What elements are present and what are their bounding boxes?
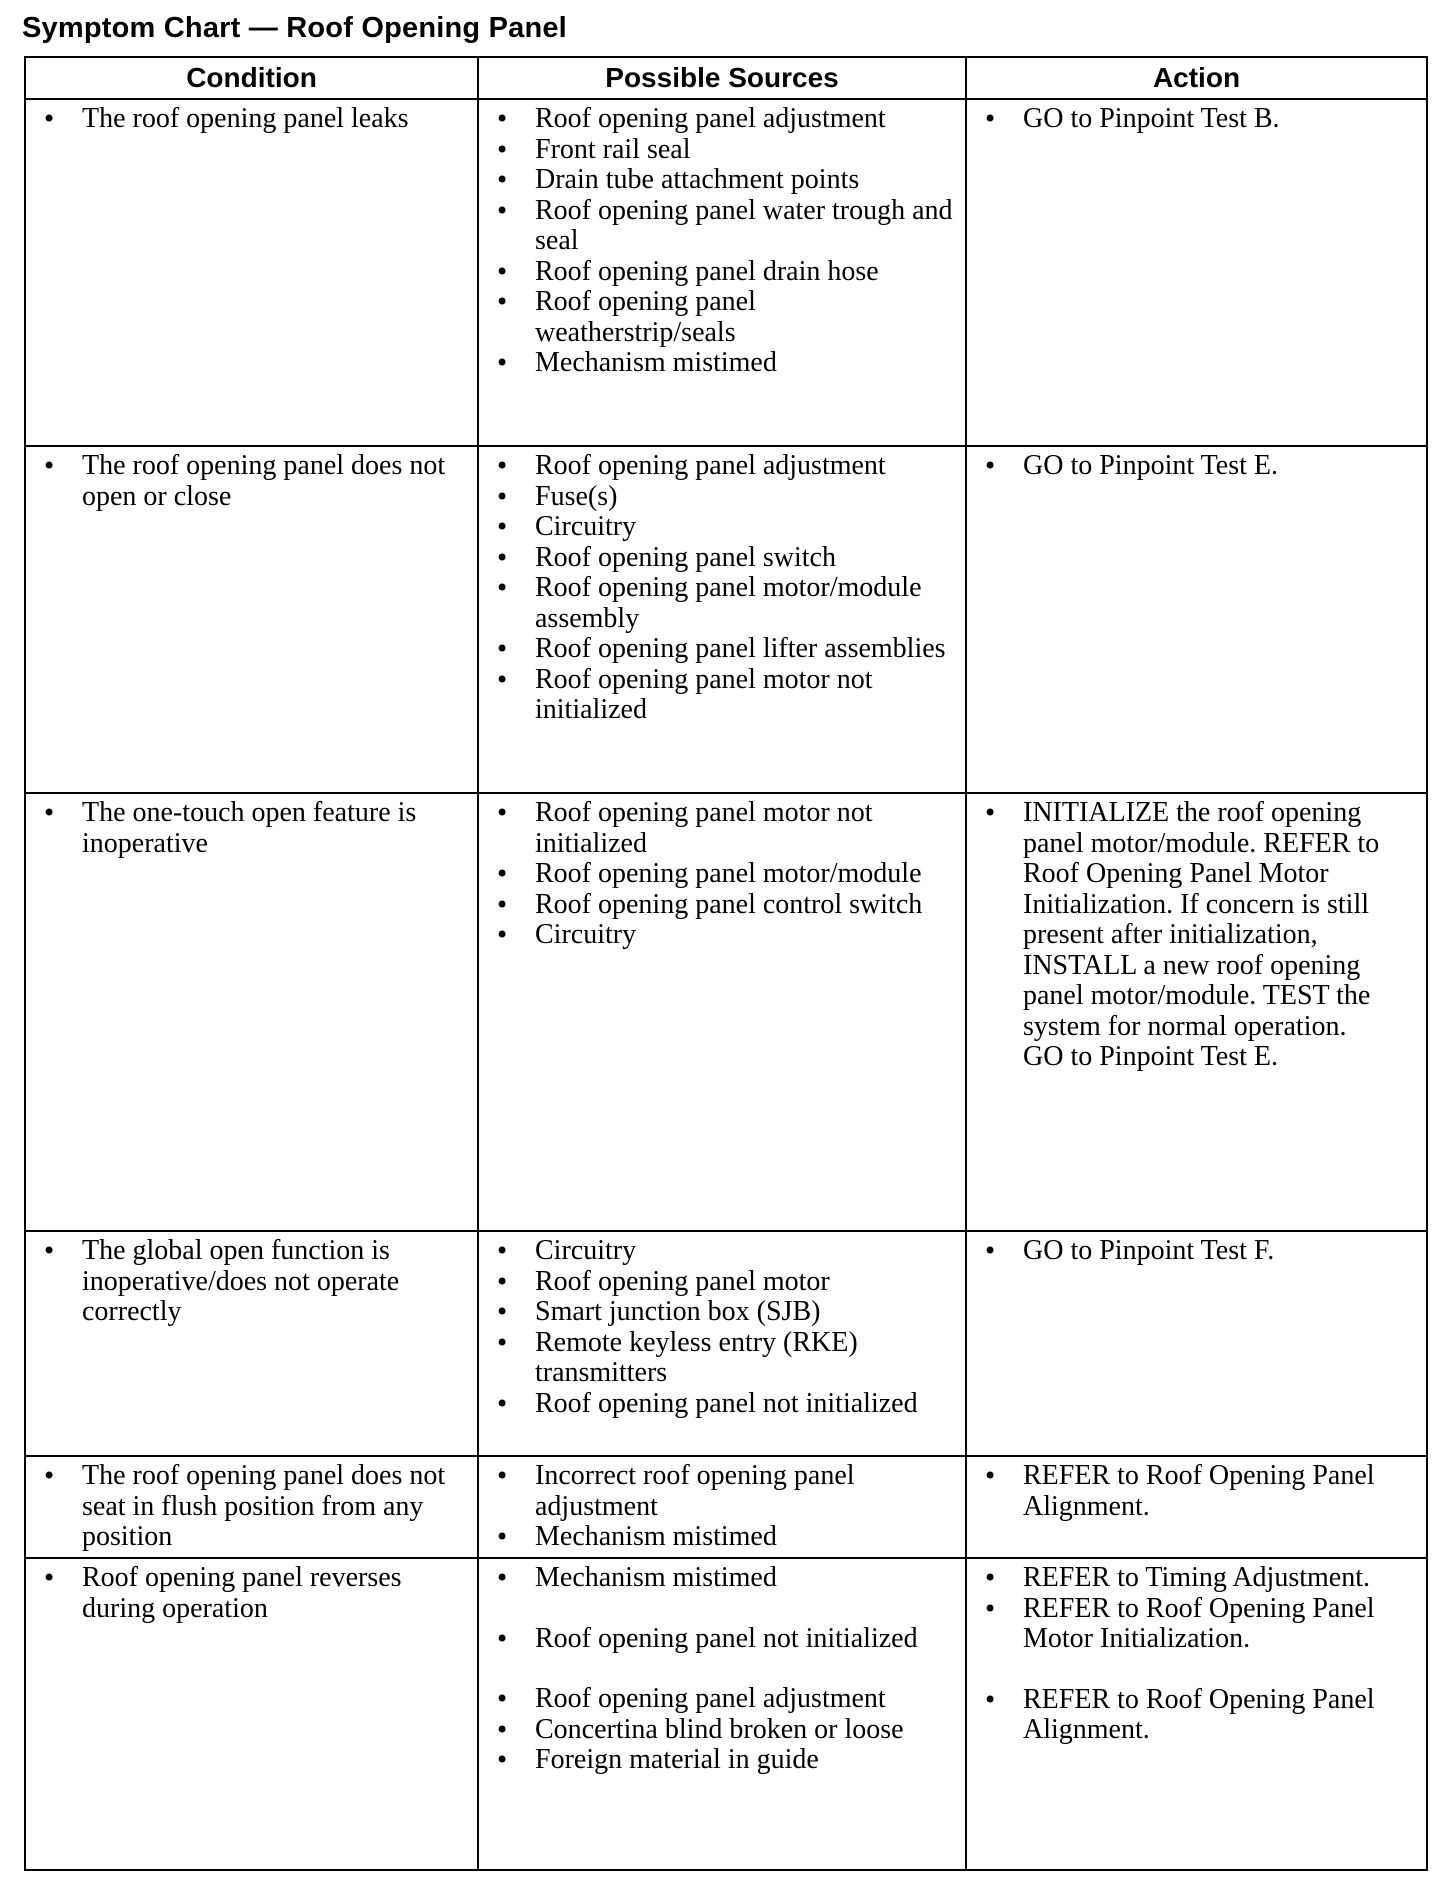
source-item: • Front rail seal: [493, 135, 955, 166]
source-item: • Circuitry: [493, 1236, 955, 1267]
page-title: Symptom Chart — Roof Opening Panel: [22, 12, 567, 44]
table-row: [25, 99, 1427, 446]
source-item: • Roof opening panel weatherstrip/seals: [493, 287, 955, 348]
source-item: • Roof opening panel switch: [493, 543, 955, 574]
source-item: • Smart junction box (SJB): [493, 1297, 955, 1328]
source-item: • Concertina blind broken or loose: [493, 1715, 955, 1746]
condition-cell: [25, 446, 478, 793]
source-item: • Mechanism mistimed: [493, 1563, 955, 1594]
source-item: • Roof opening panel adjustment: [493, 451, 955, 482]
source-item: • Foreign material in guide: [493, 1745, 955, 1776]
table-row: [25, 1558, 1427, 1870]
condition-cell: [25, 99, 478, 446]
source-item: • Roof opening panel adjustment: [493, 1684, 955, 1715]
action-item: • REFER to Roof Opening Panel Motor Initialization.: [981, 1594, 1416, 1655]
condition-text: • The roof opening panel does not seat in flush position from any position: [40, 1461, 467, 1553]
sources-cell: [478, 99, 966, 446]
source-item: • Drain tube attachment points: [493, 165, 955, 196]
source-item: • Incorrect roof opening panel adjustment: [493, 1461, 955, 1522]
action-item: • GO to Pinpoint Test F.: [981, 1236, 1416, 1267]
source-item: • Roof opening panel control switch: [493, 890, 955, 921]
action-item: • REFER to Roof Opening Panel Alignment.: [981, 1461, 1416, 1522]
table-row: [25, 1456, 1427, 1558]
action-cell: [966, 793, 1427, 1231]
condition-text: • The one-touch open feature is inoperative: [40, 798, 467, 859]
table-row: [25, 1231, 1427, 1456]
condition-cell: [25, 1558, 478, 1870]
condition-text: • Roof opening panel reverses during operation: [40, 1563, 467, 1624]
source-item: • Roof opening panel water trough and seal: [493, 196, 955, 257]
sources-cell: [478, 793, 966, 1231]
header-possible-sources: Possible Sources: [478, 57, 966, 99]
source-item: • Roof opening panel not initialized: [493, 1624, 955, 1655]
action-item: • INITIALIZE the roof opening panel motor/module. REFER to Roof Opening Panel Motor Initialization. If concern is still present after initialization, INSTALL a new roof opening panel motor/module. TEST the system for normal operation.: [981, 798, 1416, 1042]
table-row: [25, 793, 1427, 1231]
action-cell: [966, 1231, 1427, 1456]
source-item: • Roof opening panel lifter assemblies: [493, 634, 955, 665]
source-item: • Roof opening panel motor not initialized: [493, 798, 955, 859]
sources-cell: [478, 1558, 966, 1870]
action-item: • GO to Pinpoint Test E.: [981, 451, 1416, 482]
symptom-chart-table: [24, 56, 1428, 1871]
condition-cell: [25, 1456, 478, 1558]
source-item: • Roof opening panel motor not initialized: [493, 665, 955, 726]
source-item: • Roof opening panel motor: [493, 1267, 955, 1298]
source-item: • Roof opening panel motor/module assembly: [493, 573, 955, 634]
condition-text: • The global open function is inoperative/does not operate correctly: [40, 1236, 467, 1328]
action-cell: [966, 446, 1427, 793]
sources-cell: [478, 446, 966, 793]
condition-text: • The roof opening panel leaks: [40, 104, 467, 135]
source-item: • Mechanism mistimed: [493, 348, 955, 379]
source-item: • Mechanism mistimed: [493, 1522, 955, 1553]
source-item: • Remote keyless entry (RKE) transmitters: [493, 1328, 955, 1389]
action-item: • REFER to Roof Opening Panel Alignment.: [981, 1685, 1416, 1746]
source-item: • Roof opening panel not initialized: [493, 1389, 955, 1420]
table-row: [25, 446, 1427, 793]
source-item: • Circuitry: [493, 920, 955, 951]
action-cell: [966, 1456, 1427, 1558]
source-item: • Roof opening panel motor/module: [493, 859, 955, 890]
condition-text: • The roof opening panel does not open or close: [40, 451, 467, 512]
source-item: • Roof opening panel drain hose: [493, 257, 955, 288]
sources-cell: [478, 1231, 966, 1456]
action-cell: [966, 1558, 1427, 1870]
action-item: • GO to Pinpoint Test B.: [981, 104, 1416, 135]
action-continuation: GO to Pinpoint Test E.: [1023, 1041, 1278, 1072]
sources-cell: [478, 1456, 966, 1558]
header-row: [25, 57, 1427, 99]
condition-cell: [25, 1231, 478, 1456]
header-condition: Condition: [25, 57, 478, 99]
source-item: • Fuse(s): [493, 482, 955, 513]
source-item: • Circuitry: [493, 512, 955, 543]
source-item: • Roof opening panel adjustment: [493, 104, 955, 135]
header-action: Action: [966, 57, 1427, 99]
condition-cell: [25, 793, 478, 1231]
action-item: • REFER to Timing Adjustment.: [981, 1563, 1416, 1594]
action-cell: [966, 99, 1427, 446]
